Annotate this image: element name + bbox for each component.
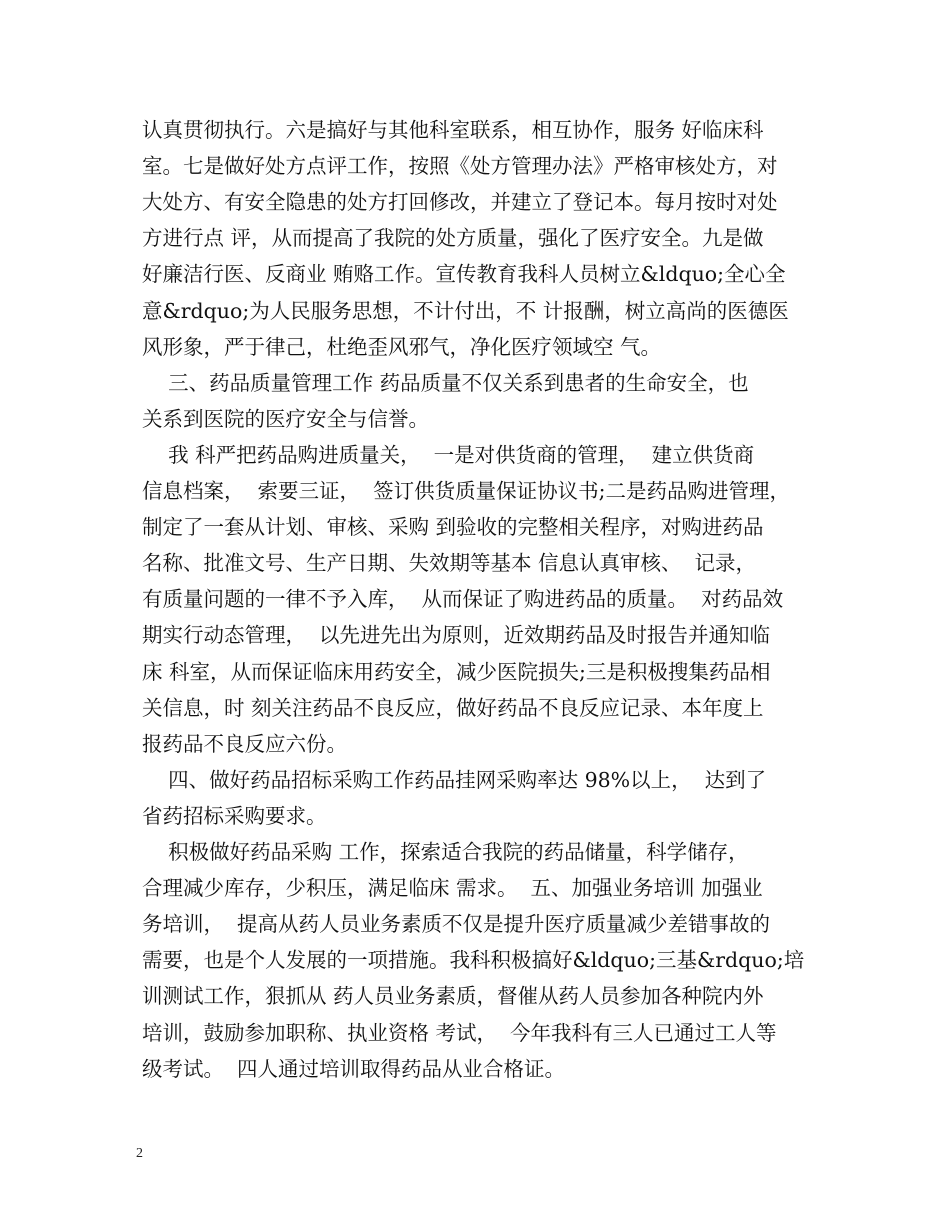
text-line: 期实行动态管理， 以先进先出为原则，近效期药品及时报告并通知临 xyxy=(142,623,771,648)
text-line: 需要，也是个人发展的一项措施。我科积极搞好&ldquo;三基&rdquo;培 xyxy=(142,948,805,973)
text-line: 风形象，严于律己，杜绝歪风邪气，净化医疗领域空 气。 xyxy=(142,334,662,359)
text-line: 三、药品质量管理工作 药品质量不仅关系到患者的生命安全，也 xyxy=(142,370,749,395)
text-line: 床 科室，从而保证临床用药安全，减少医院损失;三是积极搜集药品相 xyxy=(142,659,771,684)
text-line: 有质量问题的一律不予入库， 从而保证了购进药品的质量。 对药品效 xyxy=(142,587,784,612)
text-line: 认真贯彻执行。六是搞好与其他科室联系，相互协作，服务 好临床科 xyxy=(142,118,764,142)
text-line: 信息档案， 索要三证， 签订供货质量保证协议书;二是药品购进管理， xyxy=(142,479,790,503)
text-line: 名称、批准文号、生产日期、失效期等基本 信息认真审核、 记录， xyxy=(142,551,757,576)
text-line: 方进行点 评，从而提高了我院的处方质量，强化了医疗安全。九是做 xyxy=(142,226,764,251)
text-line: 室。七是做好处方点评工作，按照《处方管理办法》严格审核处方，对 xyxy=(142,154,778,179)
text-line: 培训，鼓励参加职称、执业资格 考试， 今年我科有三人已通过工人等 xyxy=(142,1020,777,1045)
text-line: 合理减少库存，少积压，满足临床 需求。 五、加强业务培训 加强业 xyxy=(142,876,763,901)
text-line: 省药招标采购要求。 xyxy=(142,803,327,828)
text-line: 我 科严把药品购进质量关， 一是对供货商的管理， 建立供货商 xyxy=(142,442,755,467)
text-line: 四、做好药品招标采购工作药品挂网采购率达 98%以上， 达到了 xyxy=(142,767,767,792)
text-line: 关系到医院的医疗安全与信誉。 xyxy=(142,406,429,431)
text-line: 关信息，时 刻关注药品不良反应，做好药品不良反应记录、本年度上 xyxy=(142,695,764,720)
text-line: 制定了一套从计划、审核、采购 到验收的完整相关程序，对购进药品 xyxy=(142,515,764,540)
page-number: 2 xyxy=(136,1146,143,1161)
text-line: 级考试。 四人通过培训取得药品从业合格证。 xyxy=(142,1056,566,1081)
text-line: 训测试工作，狠抓从 药人员业务素质，督催从药人员参加各种院内外 xyxy=(142,984,764,1009)
text-line: 报药品不良反应六份。 xyxy=(142,731,347,756)
text-line: 积极做好药品采购 工作，探索适合我院的药品储量，科学储存， xyxy=(142,840,749,864)
text-line: 务培训， 提高从药人员业务素质不仅是提升医疗质量减少差错事故的 xyxy=(142,912,771,937)
text-line: 好廉洁行医、反商业 贿赂工作。宣传教育我科人员树立&ldquo;全心全 xyxy=(142,262,786,287)
text-line: 大处方、有安全隐患的处方打回修改，并建立了登记本。每月按时对处 xyxy=(142,190,778,215)
text-line: 意&rdquo;为人民服务思想，不计付出，不 计报酬，树立高尚的医德医 xyxy=(142,298,789,323)
